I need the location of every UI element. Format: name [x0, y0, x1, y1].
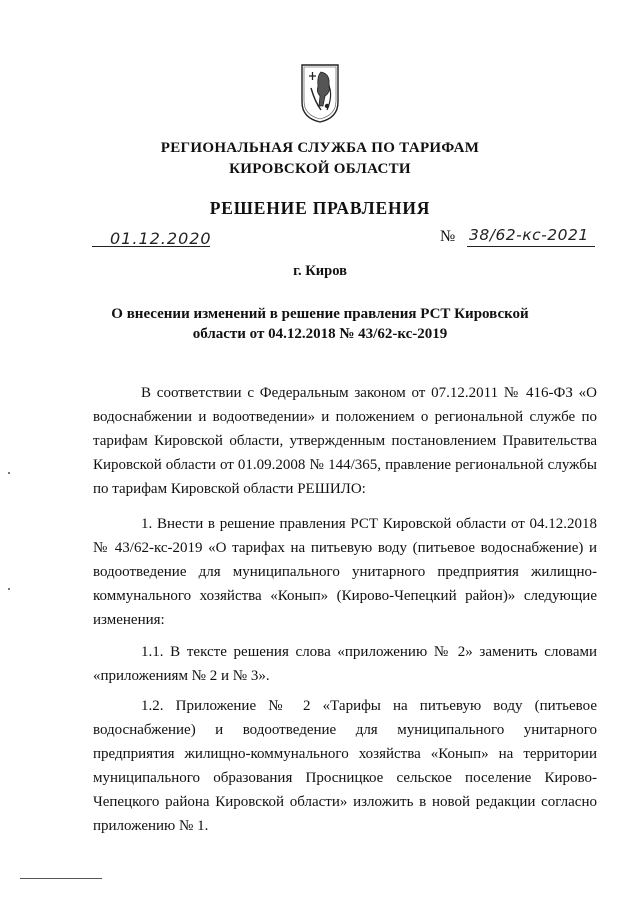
scan-dot — [8, 588, 10, 590]
scan-edge-line — [20, 878, 102, 879]
subject-line1: О внесении изменений в решение правления РСТ Кировской — [111, 306, 529, 322]
subject-line2: области от 04.12.2018 № 43/62-кс-2019 — [192, 326, 448, 342]
decision-title: РЕШЕНИЕ ПРАВЛЕНИЯ — [209, 198, 431, 218]
handwritten-date: 01.12.2020 — [110, 229, 212, 248]
handwritten-number: 38/62-кс-2021 — [469, 226, 589, 244]
scan-dot — [8, 472, 10, 474]
paragraph-preamble: В соответствии с Федеральным законом от 07.12.2011 № 416-ФЗ «О водоснабжении и водоотведении» и положением о региональной службе по тарифам Кировской области, утвержденным постановлением Правительства Кировской области от 01.09.2008 № 144/365, правление региональной службы по тарифам Кировской области РЕШИЛО: — [93, 385, 597, 497]
number-underline — [467, 246, 595, 247]
org-name-line2: КИРОВСКОЙ ОБЛАСТИ — [229, 161, 411, 177]
city-name: г. Киров — [293, 263, 347, 279]
paragraph-item-1-2: 1.2. Приложение № 2 «Тарифы на питьевую воду (питьевое водоснабжение) и водоотведение для муниципального унитарного предприятия жилищно-коммунального хозяйства «Конып» на территории муниципального образования Просницкое сельское поселение Кирово-Чепецкого района Кировской области» изложить в новой редакции согласно приложению № 1. — [93, 698, 597, 834]
paragraph-item-1-1: 1.1. В тексте решения слова «приложению № 2» заменить словами «приложениям № 2 и № 3». — [93, 644, 597, 684]
org-name-line1: РЕГИОНАЛЬНАЯ СЛУЖБА ПО ТАРИФАМ — [160, 140, 480, 156]
number-sign: № — [440, 228, 456, 245]
kirov-coat-of-arms-icon — [299, 62, 341, 124]
paragraph-item-1: 1. Внести в решение правления РСТ Кировской области от 04.12.2018 № 43/62-кс-2019 «О тарифах на питьевую воду (питьевое водоснабжение) и водоотведение для муниципального унитарного предприятия жилищно-коммунального хозяйства «Конып» (Кирово-Чепецкий район)» следующие изменения: — [93, 516, 597, 628]
